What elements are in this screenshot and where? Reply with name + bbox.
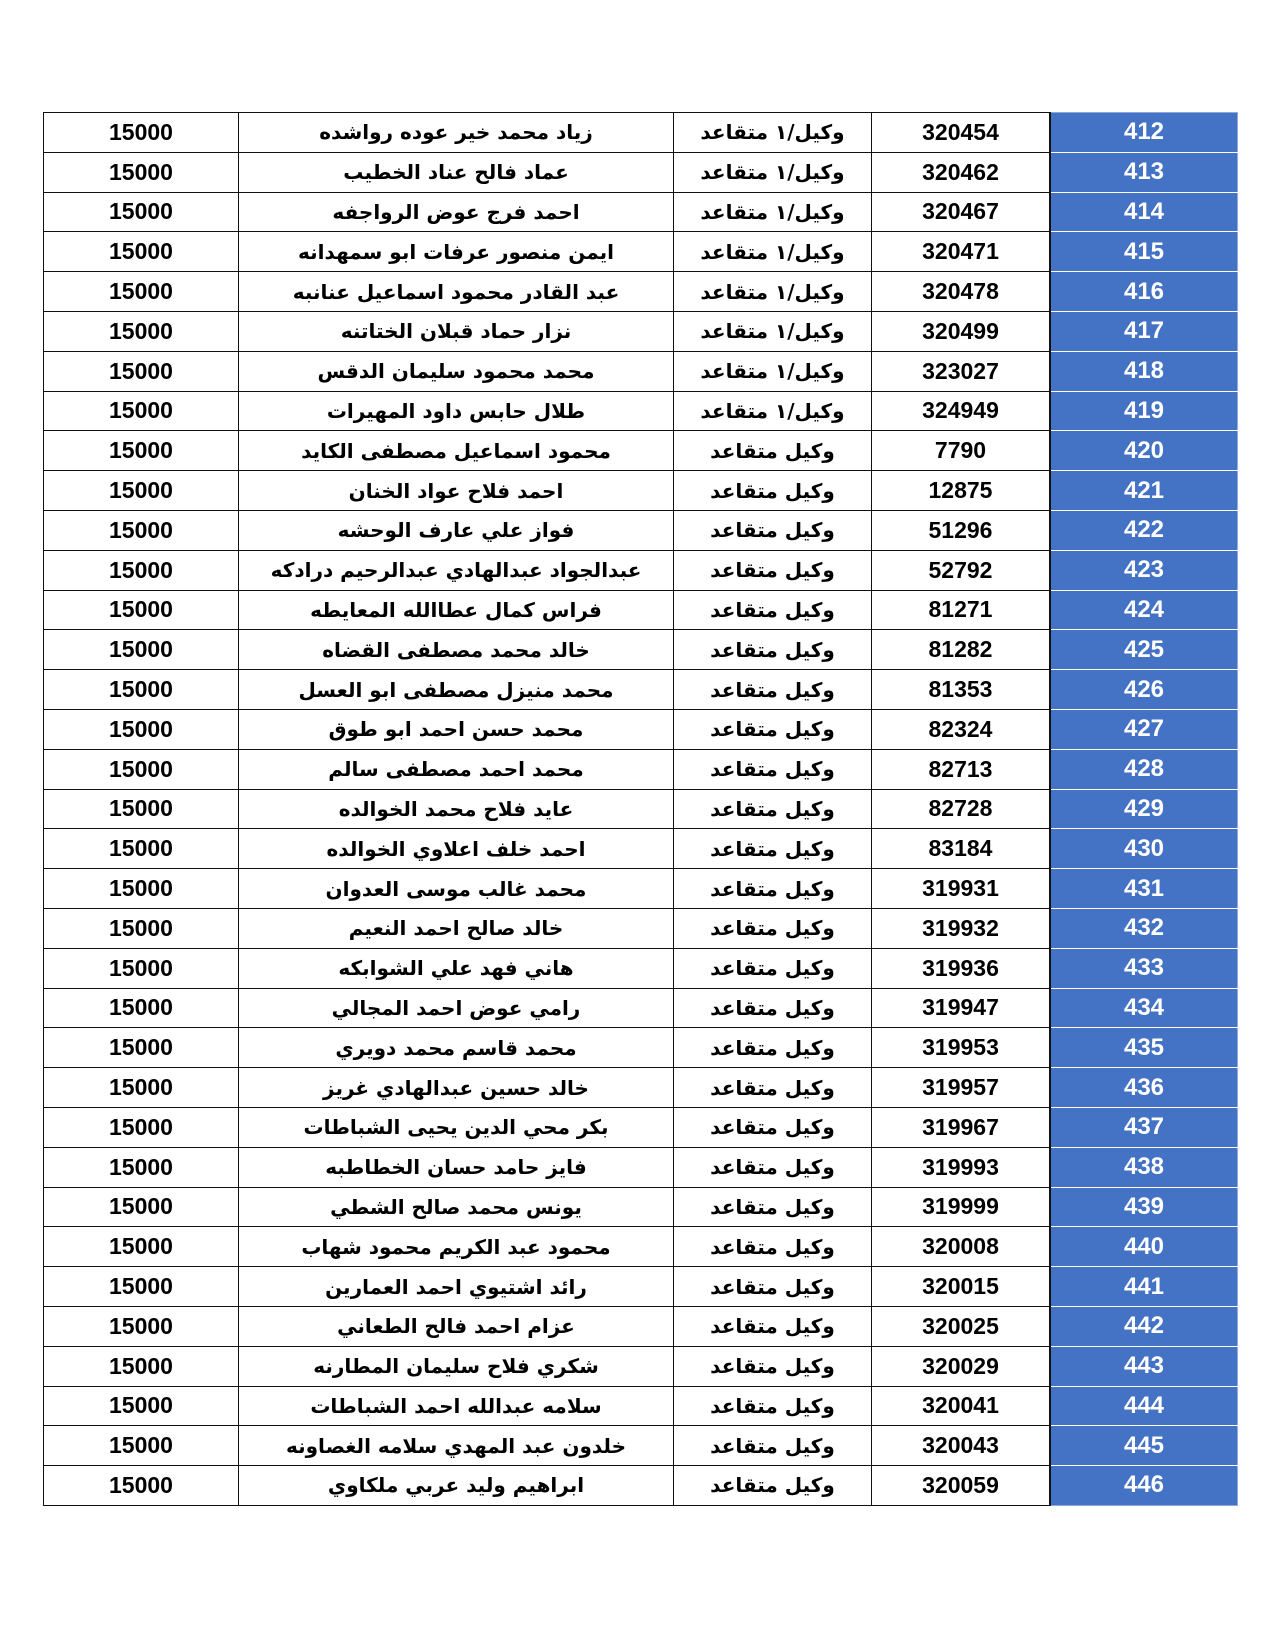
name-cell: طلال حابس داود المهيرات	[239, 391, 674, 431]
id-number-cell: 323027	[872, 351, 1051, 391]
id-number-cell: 319931	[872, 869, 1051, 909]
table-row	[44, 232, 1238, 272]
id-number-cell: 320015	[872, 1267, 1051, 1307]
name-cell: محمد منيزل مصطفى ابو العسل	[239, 670, 674, 710]
table-row	[44, 510, 1238, 550]
amount-cell: 15000	[44, 749, 239, 789]
id-number-cell: 320467	[872, 192, 1051, 232]
rank-status-cell: وكيل متقاعد	[674, 550, 872, 590]
id-number-cell: 324949	[872, 391, 1051, 431]
row-number-cell: 413	[1050, 152, 1238, 192]
table-row	[44, 630, 1238, 670]
table-row	[44, 192, 1238, 232]
id-number-cell: 319932	[872, 908, 1051, 948]
row-number-cell: 421	[1050, 471, 1238, 511]
amount-cell: 15000	[44, 311, 239, 351]
row-number-cell: 429	[1050, 789, 1238, 829]
row-number-cell: 440	[1050, 1227, 1238, 1267]
rank-status-cell: وكيل متقاعد	[674, 908, 872, 948]
rank-status-cell: وكيل متقاعد	[674, 590, 872, 630]
amount-cell: 15000	[44, 789, 239, 829]
name-cell: زياد محمد خير عوده رواشده	[239, 113, 674, 153]
id-number-cell: 320041	[872, 1386, 1051, 1426]
row-number-cell: 442	[1050, 1306, 1238, 1346]
id-number-cell: 319999	[872, 1187, 1051, 1227]
row-number-cell: 441	[1050, 1267, 1238, 1307]
amount-cell: 15000	[44, 1227, 239, 1267]
name-cell: فواز علي عارف الوحشه	[239, 510, 674, 550]
id-number-cell: 51296	[872, 510, 1051, 550]
rank-status-cell: وكيل متقاعد	[674, 1068, 872, 1108]
amount-cell: 15000	[44, 192, 239, 232]
name-cell: احمد خلف اعلاوي الخوالده	[239, 829, 674, 869]
table-row	[44, 1346, 1238, 1386]
amount-cell: 15000	[44, 272, 239, 312]
name-cell: محمود اسماعيل مصطفى الكايد	[239, 431, 674, 471]
table-row	[44, 1227, 1238, 1267]
rank-status-cell: وكيل متقاعد	[674, 988, 872, 1028]
id-number-cell: 82713	[872, 749, 1051, 789]
rank-status-cell: وكيل/١ متقاعد	[674, 113, 872, 153]
rank-status-cell: وكيل متقاعد	[674, 1306, 872, 1346]
name-cell: عزام احمد فالح الطعاني	[239, 1306, 674, 1346]
amount-cell: 15000	[44, 869, 239, 909]
rank-status-cell: وكيل متقاعد	[674, 471, 872, 511]
row-number-cell: 444	[1050, 1386, 1238, 1426]
rank-status-cell: وكيل متقاعد	[674, 948, 872, 988]
id-number-cell: 320462	[872, 152, 1051, 192]
amount-cell: 15000	[44, 1187, 239, 1227]
name-cell: شكري فلاح سليمان المطارنه	[239, 1346, 674, 1386]
table-row	[44, 351, 1238, 391]
table-row	[44, 311, 1238, 351]
amount-cell: 15000	[44, 1147, 239, 1187]
name-cell: احمد فلاح عواد الخنان	[239, 471, 674, 511]
rank-status-cell: وكيل متقاعد	[674, 789, 872, 829]
amount-cell: 15000	[44, 113, 239, 153]
row-number-cell: 446	[1050, 1466, 1238, 1506]
rank-status-cell: وكيل متقاعد	[674, 829, 872, 869]
row-number-cell: 430	[1050, 829, 1238, 869]
row-number-cell: 426	[1050, 670, 1238, 710]
row-number-cell: 418	[1050, 351, 1238, 391]
name-cell: احمد فرج عوض الرواجفه	[239, 192, 674, 232]
amount-cell: 15000	[44, 510, 239, 550]
amount-cell: 15000	[44, 630, 239, 670]
rank-status-cell: وكيل متقاعد	[674, 709, 872, 749]
amount-cell: 15000	[44, 351, 239, 391]
name-cell: محمد قاسم محمد دويري	[239, 1028, 674, 1068]
name-cell: عايد فلاح محمد الخوالده	[239, 789, 674, 829]
id-number-cell: 319953	[872, 1028, 1051, 1068]
id-number-cell: 320471	[872, 232, 1051, 272]
id-number-cell: 52792	[872, 550, 1051, 590]
id-number-cell: 319936	[872, 948, 1051, 988]
row-number-cell: 417	[1050, 311, 1238, 351]
amount-cell: 15000	[44, 908, 239, 948]
table-row	[44, 1386, 1238, 1426]
amount-cell: 15000	[44, 391, 239, 431]
amount-cell: 15000	[44, 670, 239, 710]
id-number-cell: 319967	[872, 1107, 1051, 1147]
row-number-cell: 445	[1050, 1426, 1238, 1466]
rank-status-cell: وكيل متقاعد	[674, 1147, 872, 1187]
name-cell: محمد غالب موسى العدوان	[239, 869, 674, 909]
id-number-cell: 319993	[872, 1147, 1051, 1187]
table-row	[44, 471, 1238, 511]
amount-cell: 15000	[44, 1426, 239, 1466]
table-row	[44, 1306, 1238, 1346]
id-number-cell: 82728	[872, 789, 1051, 829]
table-row	[44, 550, 1238, 590]
rank-status-cell: وكيل متقاعد	[674, 431, 872, 471]
id-number-cell: 319957	[872, 1068, 1051, 1108]
table-row	[44, 152, 1238, 192]
name-cell: عماد فالح عناد الخطيب	[239, 152, 674, 192]
amount-cell: 15000	[44, 1028, 239, 1068]
row-number-cell: 422	[1050, 510, 1238, 550]
table-row	[44, 908, 1238, 948]
rank-status-cell: وكيل متقاعد	[674, 670, 872, 710]
name-cell: ابراهيم وليد عربي ملكاوي	[239, 1466, 674, 1506]
row-number-cell: 416	[1050, 272, 1238, 312]
row-number-cell: 443	[1050, 1346, 1238, 1386]
amount-cell: 15000	[44, 590, 239, 630]
row-number-cell: 437	[1050, 1107, 1238, 1147]
row-number-cell: 433	[1050, 948, 1238, 988]
document-page	[43, 112, 1235, 1506]
id-number-cell: 81353	[872, 670, 1051, 710]
row-number-cell: 434	[1050, 988, 1238, 1028]
row-number-cell: 423	[1050, 550, 1238, 590]
name-cell: فراس كمال عطاالله المعايطه	[239, 590, 674, 630]
id-number-cell: 12875	[872, 471, 1051, 511]
table-body	[44, 113, 1238, 1506]
table-row	[44, 789, 1238, 829]
name-cell: هاني فهد علي الشوابكه	[239, 948, 674, 988]
id-number-cell: 320478	[872, 272, 1051, 312]
name-cell: محمد حسن احمد ابو طوق	[239, 709, 674, 749]
name-cell: ايمن منصور عرفات ابو سمهدانه	[239, 232, 674, 272]
table-row	[44, 1187, 1238, 1227]
table-row	[44, 431, 1238, 471]
table-row	[44, 1466, 1238, 1506]
table-row	[44, 590, 1238, 630]
table-row	[44, 272, 1238, 312]
table-row	[44, 988, 1238, 1028]
id-number-cell: 320043	[872, 1426, 1051, 1466]
name-cell: عبدالجواد عبدالهادي عبدالرحيم درادكه	[239, 550, 674, 590]
row-number-cell: 439	[1050, 1187, 1238, 1227]
row-number-cell: 425	[1050, 630, 1238, 670]
table-row	[44, 869, 1238, 909]
amount-cell: 15000	[44, 550, 239, 590]
id-number-cell: 83184	[872, 829, 1051, 869]
name-cell: يونس محمد صالح الشطي	[239, 1187, 674, 1227]
amount-cell: 15000	[44, 1306, 239, 1346]
rank-status-cell: وكيل متقاعد	[674, 1227, 872, 1267]
row-number-cell: 415	[1050, 232, 1238, 272]
table-row	[44, 948, 1238, 988]
name-cell: خلدون عبد المهدي سلامه الغصاونه	[239, 1426, 674, 1466]
name-cell: خالد حسين عبدالهادي غريز	[239, 1068, 674, 1108]
row-number-cell: 432	[1050, 908, 1238, 948]
rank-status-cell: وكيل متقاعد	[674, 1187, 872, 1227]
row-number-cell: 435	[1050, 1028, 1238, 1068]
table-row	[44, 391, 1238, 431]
amount-cell: 15000	[44, 988, 239, 1028]
amount-cell: 15000	[44, 829, 239, 869]
table-row	[44, 113, 1238, 153]
row-number-cell: 420	[1050, 431, 1238, 471]
amount-cell: 15000	[44, 709, 239, 749]
id-number-cell: 320025	[872, 1306, 1051, 1346]
table-row	[44, 1028, 1238, 1068]
name-cell: خالد صالح احمد النعيم	[239, 908, 674, 948]
row-number-cell: 438	[1050, 1147, 1238, 1187]
amount-cell: 15000	[44, 1346, 239, 1386]
amount-cell: 15000	[44, 152, 239, 192]
rank-status-cell: وكيل/١ متقاعد	[674, 391, 872, 431]
rank-status-cell: وكيل/١ متقاعد	[674, 192, 872, 232]
amount-cell: 15000	[44, 232, 239, 272]
table-row	[44, 1147, 1238, 1187]
rank-status-cell: وكيل/١ متقاعد	[674, 232, 872, 272]
row-number-cell: 431	[1050, 869, 1238, 909]
name-cell: نزار حماد قبلان الختاتنه	[239, 311, 674, 351]
rank-status-cell: وكيل متقاعد	[674, 1267, 872, 1307]
table-row	[44, 829, 1238, 869]
row-number-cell: 419	[1050, 391, 1238, 431]
table-row	[44, 1426, 1238, 1466]
rank-status-cell: وكيل متقاعد	[674, 630, 872, 670]
name-cell: عبد القادر محمود اسماعيل عنانبه	[239, 272, 674, 312]
rank-status-cell: وكيل متقاعد	[674, 1028, 872, 1068]
amount-cell: 15000	[44, 948, 239, 988]
id-number-cell: 82324	[872, 709, 1051, 749]
id-number-cell: 81282	[872, 630, 1051, 670]
amount-cell: 15000	[44, 431, 239, 471]
name-cell: فايز حامد حسان الخطاطبه	[239, 1147, 674, 1187]
name-cell: سلامه عبدالله احمد الشباطات	[239, 1386, 674, 1426]
beneficiaries-table	[43, 112, 1238, 1506]
rank-status-cell: وكيل متقاعد	[674, 1426, 872, 1466]
rank-status-cell: وكيل متقاعد	[674, 869, 872, 909]
row-number-cell: 414	[1050, 192, 1238, 232]
amount-cell: 15000	[44, 1466, 239, 1506]
amount-cell: 15000	[44, 471, 239, 511]
id-number-cell: 320008	[872, 1227, 1051, 1267]
id-number-cell: 320454	[872, 113, 1051, 153]
row-number-cell: 436	[1050, 1068, 1238, 1108]
name-cell: رائد اشتيوي احمد العمارين	[239, 1267, 674, 1307]
id-number-cell: 320059	[872, 1466, 1051, 1506]
amount-cell: 15000	[44, 1068, 239, 1108]
rank-status-cell: وكيل متقاعد	[674, 1386, 872, 1426]
row-number-cell: 428	[1050, 749, 1238, 789]
rank-status-cell: وكيل/١ متقاعد	[674, 311, 872, 351]
name-cell: رامي عوض احمد المجالي	[239, 988, 674, 1028]
table-row	[44, 1107, 1238, 1147]
rank-status-cell: وكيل متقاعد	[674, 749, 872, 789]
name-cell: خالد محمد مصطفى القضاه	[239, 630, 674, 670]
id-number-cell: 320029	[872, 1346, 1051, 1386]
rank-status-cell: وكيل متقاعد	[674, 510, 872, 550]
amount-cell: 15000	[44, 1386, 239, 1426]
name-cell: محمد احمد مصطفى سالم	[239, 749, 674, 789]
row-number-cell: 427	[1050, 709, 1238, 749]
rank-status-cell: وكيل متقاعد	[674, 1466, 872, 1506]
id-number-cell: 319947	[872, 988, 1051, 1028]
row-number-cell: 424	[1050, 590, 1238, 630]
table-row	[44, 1267, 1238, 1307]
name-cell: بكر محي الدين يحيى الشباطات	[239, 1107, 674, 1147]
table-row	[44, 670, 1238, 710]
id-number-cell: 320499	[872, 311, 1051, 351]
table-row	[44, 1068, 1238, 1108]
amount-cell: 15000	[44, 1267, 239, 1307]
row-number-cell: 412	[1050, 113, 1238, 153]
id-number-cell: 81271	[872, 590, 1051, 630]
rank-status-cell: وكيل/١ متقاعد	[674, 272, 872, 312]
table-row	[44, 709, 1238, 749]
rank-status-cell: وكيل/١ متقاعد	[674, 152, 872, 192]
name-cell: محمد محمود سليمان الدقس	[239, 351, 674, 391]
table-row	[44, 749, 1238, 789]
rank-status-cell: وكيل/١ متقاعد	[674, 351, 872, 391]
id-number-cell: 7790	[872, 431, 1051, 471]
rank-status-cell: وكيل متقاعد	[674, 1346, 872, 1386]
amount-cell: 15000	[44, 1107, 239, 1147]
rank-status-cell: وكيل متقاعد	[674, 1107, 872, 1147]
name-cell: محمود عبد الكريم محمود شهاب	[239, 1227, 674, 1267]
